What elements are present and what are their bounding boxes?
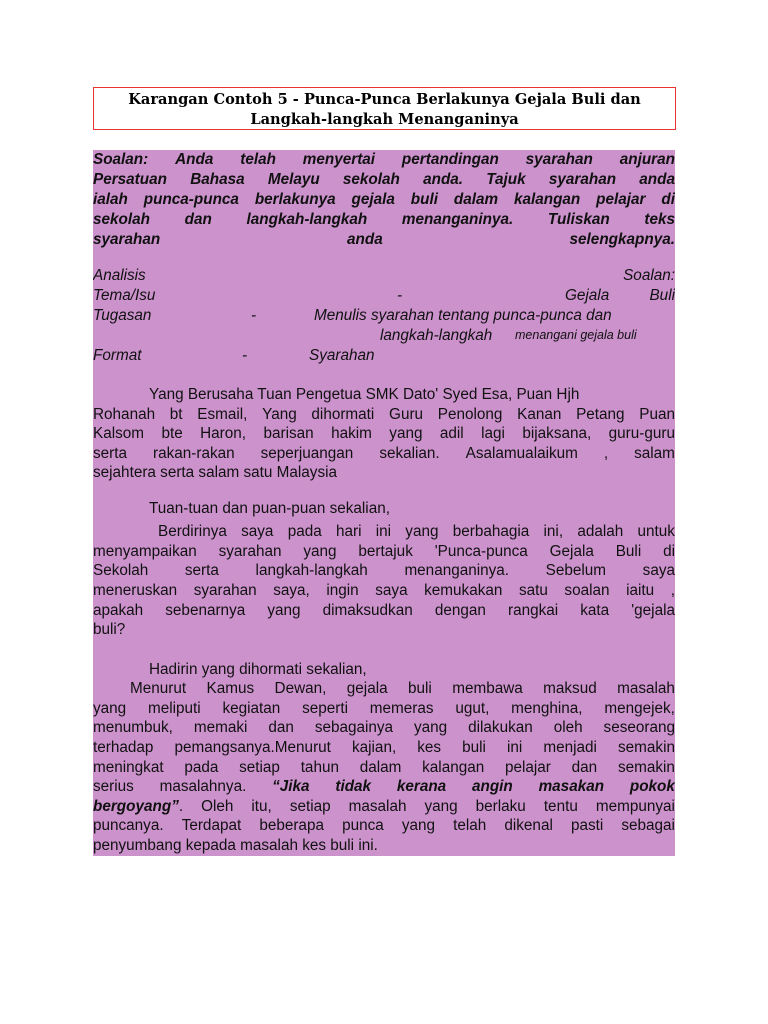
word: dikenal [504,817,553,834]
question-line [93,150,675,170]
word: beberapa [259,817,324,834]
word: anda. [423,171,464,188]
word: yang [414,719,448,736]
word: Menurut [130,680,187,697]
word: saya, [273,582,310,599]
word: yang [401,817,436,834]
word: yang [389,425,423,442]
word: setiap [239,759,280,776]
word: untuk [637,523,675,540]
question-line [93,210,675,230]
word: yang [93,700,127,717]
word: hari [335,523,362,540]
word: apakah [93,602,144,619]
word: Esmail, [197,406,248,423]
word: masalahnya. [159,778,247,795]
word: mengejek, [604,700,675,717]
word: kalangan [422,759,485,776]
word: di [661,191,675,208]
word: pelajar [504,759,551,776]
word: dengan [434,602,486,619]
word: dalam [359,759,402,776]
word: kes [417,739,442,756]
word: anda [639,171,675,188]
word: syarahan [93,231,161,248]
tugasan-label: Tugasan [93,307,152,324]
title-box [93,87,676,130]
word: membawa [452,680,523,697]
word: Petang [576,406,625,423]
title-line-1: Karangan Contoh 5 - Punca-Punca Berlakunya Gejala Buli dan [128,91,641,108]
word: menyertai [302,151,376,168]
paragraph-2-line [93,561,675,581]
word: sekalian. [379,445,440,462]
word: memaki [193,719,248,736]
word: seseorang [603,719,675,736]
quote-word: tidak [335,778,372,795]
tema-label: Tema/Isu [93,287,156,304]
word: syarahan [193,582,257,599]
word: guru-guru [608,425,675,442]
word: ingin [326,582,359,599]
word: meliputi [147,700,201,717]
word: saya [375,582,408,599]
greeting-3: Hadirin yang dihormati sekalian, [149,661,367,678]
word: kajian, [351,739,397,756]
word: sebagainya [314,719,394,736]
word: sebagai [621,817,675,834]
word: syarahan [218,543,282,560]
word: berlakunya [254,191,336,208]
word: selengkapnya. [569,231,675,248]
tugasan-value-1: Menulis syarahan tentang punca-punca dan [314,307,612,324]
word: anjuran [619,151,675,168]
word: , [670,582,675,599]
word: masalah [348,798,407,815]
word: bte [161,425,183,442]
word: saya [241,523,274,540]
paragraph-1-line [93,444,675,464]
word: lagi [481,425,505,442]
tema-value-2: Buli [649,287,675,304]
word: Terdapat [181,817,242,834]
format-row [93,346,675,366]
word: satu [518,582,548,599]
word: Soalan: [93,151,149,168]
word: yang [424,798,458,815]
word: Kamus [206,680,255,697]
quote-word: angin [471,778,513,795]
word: saya [642,562,675,579]
quote-word: masakan [538,778,605,795]
word: pemangsanya.Menurut [174,739,331,756]
word: buli [462,739,486,756]
word: semakin [617,759,675,776]
word: Sekolah [93,562,149,579]
word: barisan [263,425,314,442]
quote-word: kerana [396,778,447,795]
word: masalah [617,680,675,697]
word: Guru [389,406,424,423]
word: gejala [346,680,388,697]
word: anda [347,231,383,248]
paragraph-2-line [93,620,675,640]
word: tahun [300,759,339,776]
word: Tajuk [486,171,526,188]
word: pertandingan [401,151,499,168]
analysis-heading-row [93,266,675,286]
word: buli [410,191,438,208]
word: telah [453,817,487,834]
tema-row [93,286,675,306]
word: menanganinya. [404,562,510,579]
word: dilakukan [468,719,533,736]
word: rangkai [507,602,559,619]
word: buli? [93,621,126,638]
word: teks [644,211,675,228]
paragraph-3-line [130,679,675,699]
word: adil [439,425,464,442]
paragraph-1-line [93,463,675,483]
word: seperti [302,700,348,717]
word: oleh [553,719,583,736]
word: sebenarnya [165,602,246,619]
tugasan-row-2 [93,326,675,346]
word: menghina, [511,700,583,717]
quote-word: bergoyang” [93,798,179,815]
word: pada [184,759,219,776]
word: pasti [570,817,604,834]
word: terhadap [93,739,154,756]
title-line-2: Langkah-langkah Menanganinya [250,111,519,128]
word: semakin [618,739,675,756]
word: salam [634,445,675,462]
word: Puan [639,406,675,423]
paragraph-2-line [93,601,675,621]
word: menanganinya. [401,211,514,228]
question-line [93,230,675,250]
word: sekolah [342,171,400,188]
word: Gejala [549,543,594,560]
paragraph-2-line [158,522,675,542]
word: Penolong [437,406,503,423]
word: di [663,543,675,560]
word: langkah-langkah [246,211,368,228]
word: ialah [93,191,128,208]
word: buli [408,680,432,697]
word: bt [169,406,183,423]
word: serta [93,445,128,462]
essay-panel [93,150,675,856]
word: meningkat [93,759,164,776]
word: ini, [543,523,564,540]
question-line [93,170,675,190]
format-dash: - [242,347,248,364]
word: telah [240,151,276,168]
paragraph-1-line [93,424,675,444]
tugasan-dash: - [251,307,257,324]
tugasan-value-2a: langkah-langkah [380,327,493,344]
word: pelajar [596,191,646,208]
word: maksud [543,680,597,697]
word: Anda [175,151,214,168]
question-line [93,190,675,210]
word: seperjuangan [260,445,354,462]
quote-word: “Jika [272,778,310,795]
word: ini [375,523,392,540]
tema-dash: - [397,287,403,304]
word: serius [93,778,134,795]
word: tentu [543,798,578,815]
word: Buli [615,543,642,560]
word: memeras [369,700,434,717]
word: puncanya. [93,817,164,834]
word: punca-punca [143,191,239,208]
word: berlaku [475,798,526,815]
word: serta [184,562,219,579]
word: kalangan [513,191,581,208]
word: bertajuk [358,543,413,560]
word: Melayu [267,171,320,188]
paragraph-3-line [93,718,675,738]
word: syarahan [525,151,593,168]
word: Kalsom [93,425,145,442]
word: yang [303,543,337,560]
word: mempunyai [595,798,675,815]
word: dan [184,211,212,228]
word: soalan [564,582,610,599]
word: menjadi [543,739,597,756]
word: Berdirinya [158,523,227,540]
paragraph-3-line [93,816,675,836]
word: syarahan [548,171,617,188]
quote-word: pokok [629,778,675,795]
word: menumbuk, [93,719,173,736]
word: Sebelum [545,562,607,579]
word: dihormati [311,406,375,423]
word: sejahtera serta salam satu Malaysia [93,464,338,481]
word: gejala [351,191,395,208]
tema-value-1: Gejala [565,287,610,304]
paragraph-1-line [93,405,675,425]
word: Tuliskan [547,211,610,228]
word: ini [507,739,523,756]
word: yang [405,523,439,540]
word: Yang Berusaha Tuan Pengetua SMK Dato' Syed Esa, Puan Hjh [149,386,580,403]
word: 'Punca-punca [434,543,528,560]
greeting-2: Tuan-tuan dan puan-puan sekalian, [149,500,390,517]
word: kata [580,602,610,619]
format-label: Format [93,347,142,364]
word: pada [287,523,322,540]
word: Haron, [200,425,247,442]
word: setiap [289,798,331,815]
word: berbahagia [452,523,530,540]
word: hakim [331,425,372,442]
word: kegiatan [222,700,281,717]
word: Asalamualaikum [465,445,578,462]
word: itu, [251,798,272,815]
word: Kanan [517,406,562,423]
word: bijaksana, [522,425,592,442]
word: kemukakan [424,582,503,599]
word: dan [268,719,294,736]
word: sekolah [93,211,150,228]
word: dan [571,759,598,776]
paragraph-3-line [93,758,675,778]
soalan-label: Soalan: [623,267,675,284]
word: Oleh [201,798,234,815]
paragraph-2-line [93,542,675,562]
word: penyumbang kepada masalah kes buli ini. [93,837,378,854]
word: Bahasa [190,171,245,188]
paragraph-3-line [93,797,675,817]
word: Yang [262,406,297,423]
paragraph-3-line [93,836,675,856]
paragraph-3-line [93,738,675,758]
paragraph-3-line [93,699,675,719]
paragraph-2-line [93,581,675,601]
word: rakan-rakan [153,445,235,462]
word: adalah [577,523,624,540]
paragraph-3-line [93,777,675,797]
word: meneruskan [93,582,178,599]
word: menyampaikan [93,543,197,560]
tugasan-value-2b: menangani gejala buli [515,328,637,342]
word: dalam [453,191,499,208]
word: dimaksudkan [322,602,413,619]
word: Persatuan [93,171,167,188]
word: bergoyang”. [93,798,184,815]
word: Rohanah [93,406,156,423]
word: Dewan, [274,680,327,697]
word: , [603,445,609,462]
word: 'gejala [631,602,675,619]
word: langkah-langkah [255,562,368,579]
tugasan-row [93,306,675,326]
format-value: Syarahan [309,347,375,364]
paragraph-1-line [149,385,675,405]
word: yang [267,602,301,619]
word: iaitu [626,582,655,599]
analysis-label: Analisis [93,267,146,284]
word: punca [342,817,384,834]
word: ugut, [455,700,490,717]
